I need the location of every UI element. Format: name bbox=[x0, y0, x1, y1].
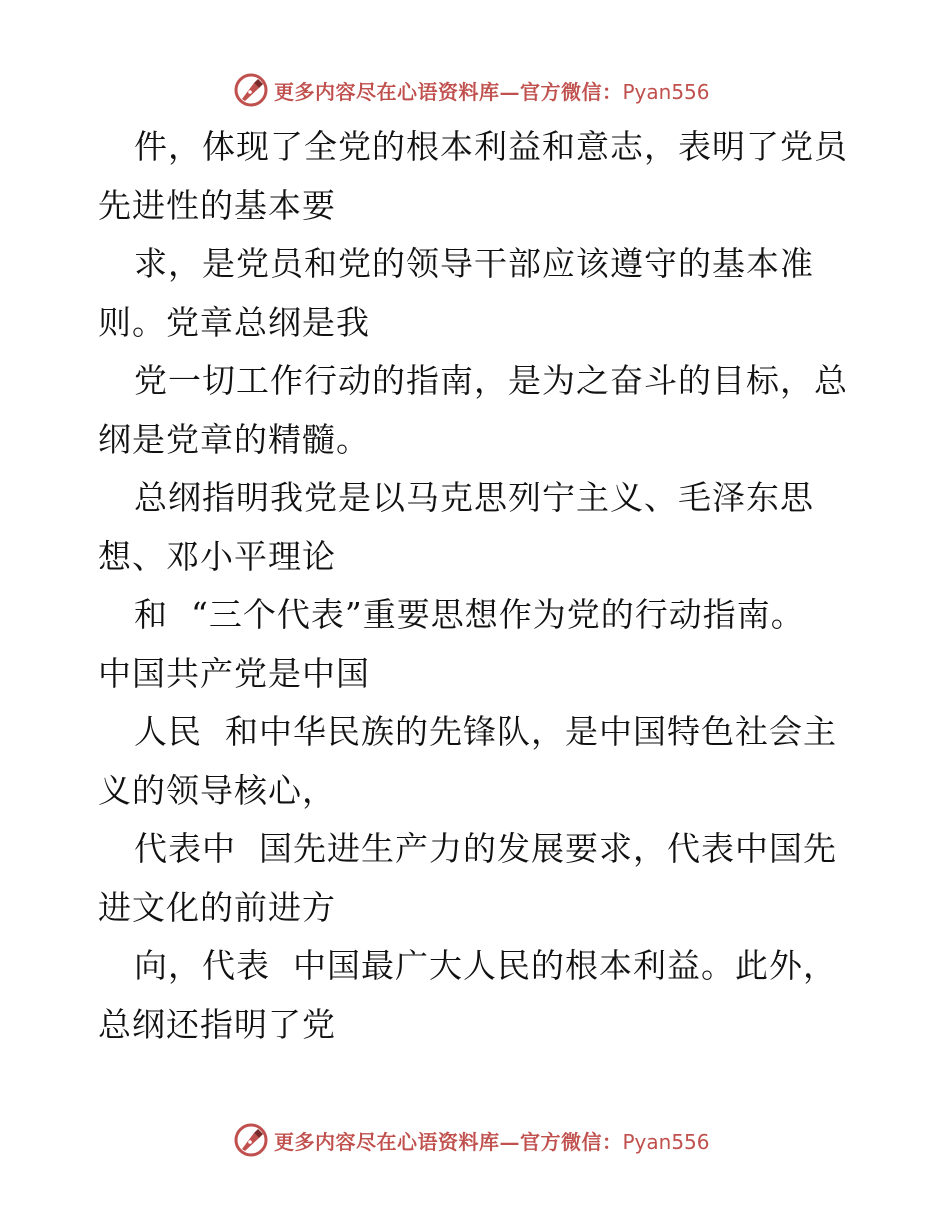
text-line: 和 “三个代表”重要思想作为党的行动指南。 bbox=[134, 595, 805, 634]
text-line: 向，代表 中国最广大人民的根本利益。此外， bbox=[134, 946, 837, 985]
text-line: 总纲指明我党是以马克思列宁主义、毛泽东思 bbox=[134, 478, 814, 517]
text-line: 中国共产党是中国 bbox=[98, 653, 370, 693]
text-line: 件，体现了全党的根本利益和意志，表明了党员 bbox=[134, 127, 848, 166]
text-line: 人民 和中华民族的先锋队，是中国特色社会主 bbox=[134, 712, 837, 751]
text-line: 想、邓小平理论 bbox=[98, 536, 336, 576]
footer-banner-text: 更多内容尽在心语资料库—官方微信：Pyan556 bbox=[274, 1129, 710, 1154]
footer-banner bbox=[232, 1120, 710, 1160]
pen-nib-logo-icon bbox=[232, 71, 270, 109]
document-body bbox=[98, 118, 878, 1054]
text-line: 纲是党章的精髓。 bbox=[98, 419, 370, 459]
text-line: 义的领导核心， bbox=[98, 770, 336, 810]
text-line: 党一切工作行动的指南，是为之奋斗的目标，总 bbox=[134, 361, 848, 400]
header-wechat-id: Pyan556 bbox=[622, 79, 710, 104]
footer-wechat-id: Pyan556 bbox=[622, 1129, 710, 1154]
text-line: 则。党章总纲是我 bbox=[98, 302, 370, 342]
text-line: 求，是党员和党的领导干部应该遵守的基本准 bbox=[134, 244, 814, 283]
pen-nib-logo-icon bbox=[232, 1121, 270, 1159]
header-banner-text: 更多内容尽在心语资料库—官方微信：Pyan556 bbox=[274, 79, 710, 104]
text-line: 先进性的基本要 bbox=[98, 185, 336, 225]
text-line: 代表中 国先进生产力的发展要求，代表中国先 bbox=[134, 829, 837, 868]
header-banner bbox=[232, 70, 710, 110]
text-line: 总纲还指明了党 bbox=[98, 1004, 336, 1044]
text-line: 进文化的前进方 bbox=[98, 887, 336, 927]
